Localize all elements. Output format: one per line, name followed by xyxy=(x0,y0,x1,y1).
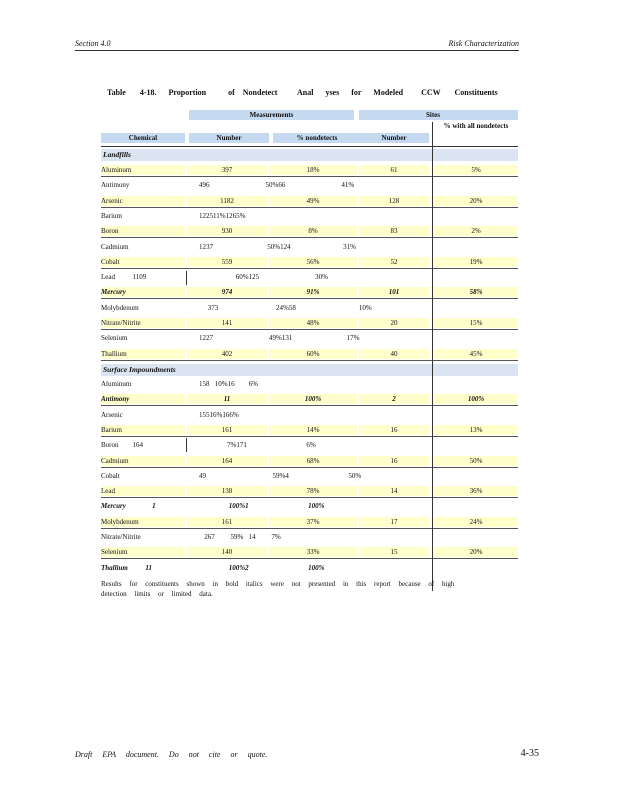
page-number: 4-35 xyxy=(520,748,539,759)
col-chemical: Chemical xyxy=(101,133,185,143)
table-row xyxy=(101,454,518,468)
site-number-cell: 83 xyxy=(359,226,429,236)
col-site-number: Number xyxy=(359,133,429,143)
number-cell: 974 xyxy=(187,287,267,297)
lead-divider xyxy=(186,271,187,285)
row-values: 100%1 100% xyxy=(199,502,325,511)
table-row xyxy=(101,316,518,330)
table-row xyxy=(101,545,518,559)
row-values: 1227 49%131 17% xyxy=(199,334,360,343)
table-row xyxy=(101,515,518,529)
pct-all-nondetects-cell: 36% xyxy=(434,486,518,496)
pct-nondetects-cell: 8% xyxy=(269,226,357,236)
table-row xyxy=(101,484,518,498)
number-cell: 559 xyxy=(187,257,267,267)
row-values: 15516%166% xyxy=(199,410,239,419)
row-values: 122511%1265% xyxy=(199,211,246,220)
pct-all-nondetects-cell: 15% xyxy=(434,318,518,328)
row-values: 49 59%4 50% xyxy=(199,471,362,480)
site-number-cell: 14 xyxy=(359,486,429,496)
number-cell: 161 xyxy=(187,425,267,435)
chemical-name: Mercury xyxy=(101,287,185,297)
group-measurements: Measurements xyxy=(189,110,354,120)
table-row xyxy=(101,438,518,452)
pct-nondetects-cell: 56% xyxy=(269,257,357,267)
chemical-name: Cobalt xyxy=(101,471,120,480)
table-row xyxy=(101,178,518,192)
boron-divider xyxy=(186,438,187,452)
number-cell: 397 xyxy=(187,165,267,175)
chemical-name: Mercury 1 xyxy=(101,502,156,511)
chemical-name: Boron 164 xyxy=(101,441,143,450)
group-sites: Sites xyxy=(359,110,518,120)
chemical-name: Aluminum xyxy=(101,165,185,175)
chemical-name: Cadmium xyxy=(101,242,129,251)
chemical-name: Aluminum xyxy=(101,380,132,388)
table-caption: Table 4-18. Proportion of Nondetect Anal yses for Modeled CCW Constituents xyxy=(107,88,498,97)
row-values: 60%125 30% xyxy=(199,273,328,282)
section-surface-impoundments: Surface Impoundments xyxy=(101,364,518,376)
table-row xyxy=(101,209,518,223)
table-row xyxy=(101,285,518,299)
table-row xyxy=(101,240,518,254)
pct-all-nondetects-cell: 5% xyxy=(434,165,518,175)
site-number-cell: 2 xyxy=(359,394,429,404)
col-number: Number xyxy=(189,133,269,143)
pct-all-nondetects-cell: 2% xyxy=(434,226,518,236)
chemical-name: Boron xyxy=(101,226,185,236)
sites-column-rule xyxy=(432,122,433,591)
footer-draft-note: Draft EPA document. Do not cite or quote. xyxy=(75,750,268,759)
table-row xyxy=(101,270,518,284)
table-row xyxy=(101,561,518,575)
number-cell: 138 xyxy=(187,486,267,496)
site-number-cell: 61 xyxy=(359,165,429,175)
chemical-name: Barium xyxy=(101,425,185,435)
chemical-name: Lead 1109 xyxy=(101,273,147,282)
row-values: 373 24%58 10% xyxy=(199,303,372,312)
number-cell: 402 xyxy=(187,349,267,359)
pct-nondetects-cell: 100% xyxy=(269,394,357,404)
number-cell: 161 xyxy=(187,517,267,527)
number-cell: 11 xyxy=(187,394,267,404)
pct-nondetects-cell: 78% xyxy=(269,486,357,496)
chemical-name: Molybdenum xyxy=(101,517,185,527)
chapter-label: Risk Characterization xyxy=(448,39,519,48)
table-row xyxy=(101,499,518,513)
pct-nondetects-cell: 68% xyxy=(269,456,357,466)
site-number-cell: 16 xyxy=(359,456,429,466)
row-values: 7%171 6% xyxy=(199,441,316,450)
table-row xyxy=(101,347,518,361)
pct-all-nondetects-cell: 20% xyxy=(434,196,518,206)
chemical-name: Thallium xyxy=(101,349,185,359)
row-values: 1237 50%124 31% xyxy=(199,242,356,251)
chemical-name: Cobalt xyxy=(101,257,185,267)
col-pct-nondetects: % nondetects xyxy=(273,133,361,143)
chemical-name: Thallium 11 xyxy=(101,563,152,572)
chemical-name: Lead xyxy=(101,486,185,496)
pct-nondetects-cell: 18% xyxy=(269,165,357,175)
pct-nondetects-cell: 37% xyxy=(269,517,357,527)
site-number-cell: 20 xyxy=(359,318,429,328)
table-row xyxy=(101,163,518,177)
chemical-name: Selenium xyxy=(101,334,128,343)
pct-nondetects-cell: 14% xyxy=(269,425,357,435)
number-cell: 164 xyxy=(187,456,267,466)
site-number-cell: 15 xyxy=(359,547,429,557)
pct-nondetects-cell: 60% xyxy=(269,349,357,359)
chemical-name: Arsenic xyxy=(101,196,185,206)
site-number-cell: 16 xyxy=(359,425,429,435)
table-row xyxy=(101,408,518,422)
table-row xyxy=(101,377,518,391)
table-row xyxy=(101,301,518,315)
chemical-name: Antimony xyxy=(101,394,185,404)
pct-all-nondetects-cell: 19% xyxy=(434,257,518,267)
site-number-cell: 17 xyxy=(359,517,429,527)
number-cell: 1182 xyxy=(187,196,267,206)
site-number-cell: 101 xyxy=(359,287,429,297)
chemical-name: Selenium xyxy=(101,547,185,557)
pct-all-nondetects-cell: 24% xyxy=(434,517,518,527)
number-cell: 141 xyxy=(187,318,267,328)
table-row xyxy=(101,331,518,345)
pct-nondetects-cell: 49% xyxy=(269,196,357,206)
table-row xyxy=(101,224,518,238)
pct-all-nondetects-cell: 100% xyxy=(434,394,518,404)
number-cell: 930 xyxy=(187,226,267,236)
table-row xyxy=(101,392,518,406)
pct-all-nondetects-cell: 13% xyxy=(434,425,518,435)
row-values: 267 59% 14 7% xyxy=(199,533,281,541)
running-header xyxy=(75,38,519,51)
table-row xyxy=(101,194,518,208)
table-row xyxy=(101,530,518,544)
table-note: Results for constituents shown in bold italics were not presented in this report because of high detection limits or limited data. xyxy=(101,580,455,598)
row-values: 100%2 100% xyxy=(199,563,325,572)
table-row xyxy=(101,423,518,437)
pct-all-nondetects-cell: 20% xyxy=(434,547,518,557)
chemical-name: Nitrate/Nitrite xyxy=(101,318,185,328)
table-row xyxy=(101,469,518,483)
chemical-name: Cadmium xyxy=(101,456,185,466)
row-values: 496 50%66 41% xyxy=(199,181,355,190)
section-label: Section 4.0 xyxy=(75,39,111,48)
chemical-name: Nitrate/Nitrite xyxy=(101,533,141,541)
chemical-name: Molybdenum xyxy=(101,303,139,312)
site-number-cell: 128 xyxy=(359,196,429,206)
pct-all-nondetects-cell: 58% xyxy=(434,287,518,297)
site-number-cell: 52 xyxy=(359,257,429,267)
pct-nondetects-cell: 48% xyxy=(269,318,357,328)
pct-all-nondetects-cell: 45% xyxy=(434,349,518,359)
chemical-name: Barium xyxy=(101,211,122,220)
table-row xyxy=(101,255,518,269)
number-cell: 140 xyxy=(187,547,267,557)
pct-all-nondetects-cell: 50% xyxy=(434,456,518,466)
pct-nondetects-cell: 91% xyxy=(269,287,357,297)
site-number-cell: 40 xyxy=(359,349,429,359)
row-values: 158 10%16 6% xyxy=(199,380,258,388)
chemical-name: Antimony xyxy=(101,181,130,190)
chemical-name: Arsenic xyxy=(101,410,123,419)
section-landfills: Landfills xyxy=(101,149,518,161)
pct-nondetects-cell: 33% xyxy=(269,547,357,557)
col-pct-with-all: % with all nondetects xyxy=(443,122,509,130)
